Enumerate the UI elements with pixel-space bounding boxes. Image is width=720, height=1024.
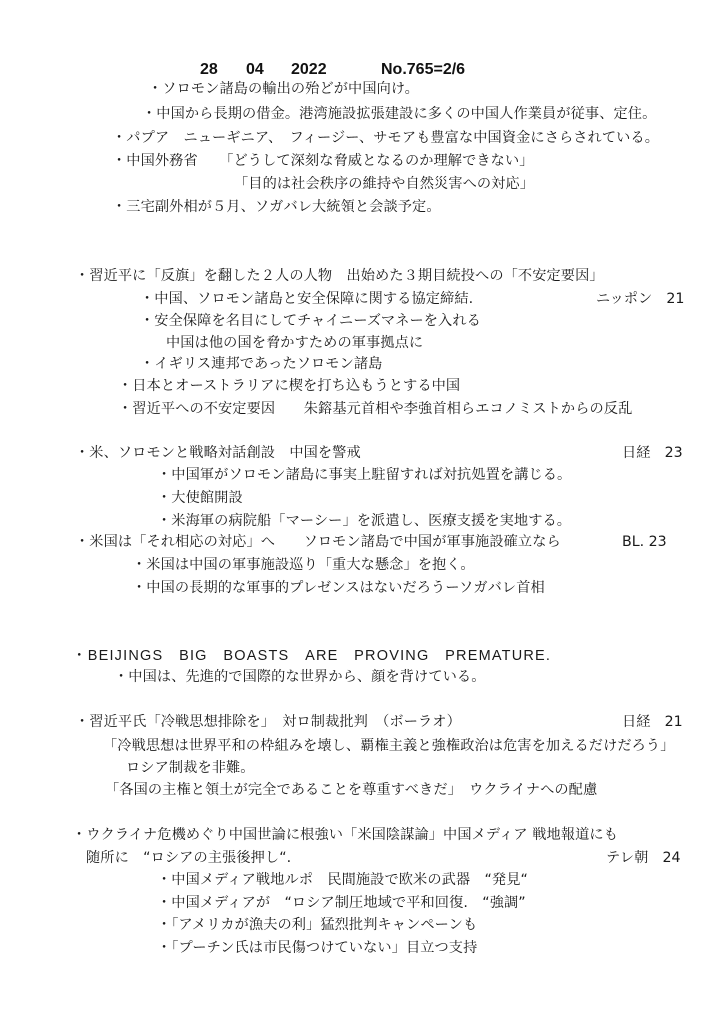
list-item: ・中国メディア戦地ルポ 民間施設で欧米の武器 “発見“ [157,872,528,888]
article-title: ・BEIJINGS BIG BOASTS ARE PROVING PREMATURE. [72,648,552,664]
list-item: ・中国の長期的な軍事的プレゼンスはないだろうーソガバレ首相 [132,580,545,596]
source-label: テレ朝 24 [606,850,681,866]
source-label: ニッポン 21 [596,291,685,307]
header-day: 28 [200,61,218,78]
list-item: ・安全保障を名目にしてチャイニーズマネーを入れる [140,313,481,329]
header-year: 2022 [291,61,327,78]
list-item: 中国は他の国を脅かすための軍事拠点に [166,335,424,351]
article-title-continued: 随所に “ロシアの主張後押し“. [86,850,292,866]
list-item: ・パプア ニューギニア、 フィージー、サモアも豊富な中国資金にさらされている。 [112,130,659,146]
list-item: ・中国外務省 「どうして深刻な脅威となるのか理解できない」 [112,153,534,169]
list-item: ・日本とオーストラリアに楔を打ち込もうとする中国 [118,378,461,394]
list-item: ・「プーチン氏は市民傷つけていない」目立つ支持 [157,940,478,956]
list-item: ・中国、ソロモン諸島と安全保障に関する協定締結. [140,291,474,307]
list-item: ・中国は、先進的で国際的な世界から、顔を背けている。 [114,669,486,685]
source-label: 日経 23 [622,445,683,461]
source-label: 日経 21 [622,714,683,730]
article-title: ・ウクライナ危機めぐり中国世論に根強い「米国陰謀論」中国メディア 戦地報道にも [72,827,618,843]
list-item: ・三宅副外相が５月、ソガバレ大統領と会談予定。 [112,199,441,215]
header-number: No.765=2/6 [381,61,466,78]
article-title: ・米国は「それ相応の対応」へ ソロモン諸島で中国が軍事施設確立なら [75,534,561,550]
list-item: ・習近平への不安定要因 朱鎔基元首相や李強首相らエコノミストからの反乱 [118,401,633,417]
source-label: BL. 23 [622,534,667,550]
list-item: ・米海軍の病院船「マーシー」を派遣し、医療支援を実地する。 [157,513,572,529]
article-title: ・習近平に「反旗」を翻した２人の人物 出始めた３期目続投への「不安定要因」 [75,268,604,284]
list-item: 「目的は社会秩序の維持や自然災害への対応」 [234,176,535,192]
list-item: ・中国軍がソロモン諸島に事実上駐留すれば対抗処置を講じる。 [157,467,572,483]
list-item: 「冷戦思想は世界平和の枠組みを壊し、覇権主義と強権政治は危害を加えるだけだろう」 [103,738,675,754]
article-title: ・米、ソロモンと戦略対話創設 中国を警戒 [75,445,361,461]
list-item: ・中国メディアが “ロシア制圧地域で平和回復. “強調” [157,895,526,911]
list-item: ・ソロモン諸島の輸出の殆どが中国向け。 [148,81,419,97]
list-item: ・中国から長期の借金。港湾施設拡張建設に多くの中国人作業員が従事、定住。 [142,106,657,122]
article-title: ・習近平氏「冷戦思想排除を」 対ロ制裁批判 （ボーラオ） [75,714,461,730]
list-item: ・大使館開設 [157,490,243,506]
list-item: 「各国の主権と領土が完全であることを尊重すべきだ」 ウクライナへの配慮 [105,782,598,798]
list-item: ロシア制裁を非難。 [126,760,255,776]
list-item: ・イギリス連邦であったソロモン諸島 [140,356,383,372]
list-item: ・「アメリカが漁夫の利」猛烈批判キャンペーンも [157,917,478,933]
list-item: ・米国は中国の軍事施設巡り「重大な懸念」を抱く。 [132,557,475,573]
header-month: 04 [246,61,264,78]
